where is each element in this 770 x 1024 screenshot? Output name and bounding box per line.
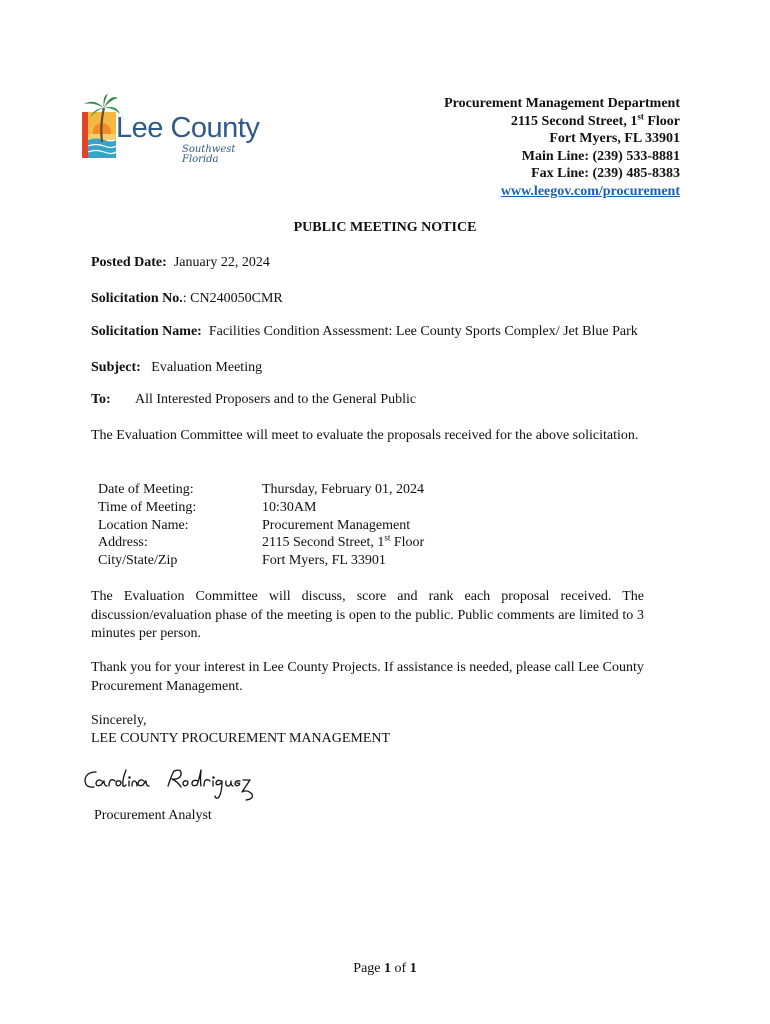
meeting-details [98,481,424,570]
address-label: Address: [98,535,148,551]
signer-title: Procurement Analyst [94,808,212,823]
lee-county-logo [80,94,272,164]
city-value: Fort Myers, FL 33901 [262,553,386,569]
time-value: 10:30AM [262,499,317,515]
location-label: Location Name: [98,517,189,533]
page-footer: Page 1 of 1 [353,961,417,976]
organization-name: LEE COUNTY PROCUREMENT MANAGEMENT [91,731,391,746]
posted-date: Posted Date: January 22, 2024 [91,255,270,270]
thanks-paragraph: Thank you for your interest in Lee County Projects. If assistance is needed, please call Lee County Procurement Management. [91,660,644,694]
recipients: To: All Interested Proposers and to the General Public [91,392,417,407]
department-city: Fort Myers, FL 33901 [549,131,680,147]
location-value: Procurement Management [262,517,411,533]
logo-wordmark: Lee County [116,112,260,144]
time-label: Time of Meeting: [98,499,197,515]
logo-tagline: Southwest Florida [182,144,236,165]
department-name: Procurement Management Department [444,96,680,111]
address-value: 2115 Second Street, 1st Floor [262,532,425,551]
main-line: Main Line: (239) 533-8881 [521,148,680,164]
signature-image [80,762,260,808]
solicitation-name: Solicitation Name: Facilities Condition Assessment: Lee County Sports Complex/ Jet Blue Park [91,324,638,339]
discussion-paragraph: The Evaluation Committee will discuss, score and rank each proposal received. The discussion/evaluation phase of the meeting is open to the public. Public comments are limited to 3 minutes per person. [91,589,644,642]
department-header [444,95,680,201]
closing: Sincerely, [91,713,147,728]
date-value: Thursday, February 01, 2024 [262,482,425,497]
fax-line: Fax Line: (239) 485-8383 [531,166,680,182]
notice-title: PUBLIC MEETING NOTICE [293,220,477,235]
website-link[interactable]: www.leegov.com/procurement [500,183,680,199]
subject: Subject: Evaluation Meeting [91,360,263,375]
intro-paragraph: The Evaluation Committee will meet to evaluate the proposals received for the above solicitation. [91,428,639,443]
department-street: 2115 Second Street, 1st Floor [510,110,680,129]
solicitation-number: Solicitation No.: CN240050CMR [91,291,283,306]
date-label: Date of Meeting: [98,482,194,497]
palm-tree-sunset-icon [80,94,120,160]
city-label: City/State/Zip [98,553,178,569]
